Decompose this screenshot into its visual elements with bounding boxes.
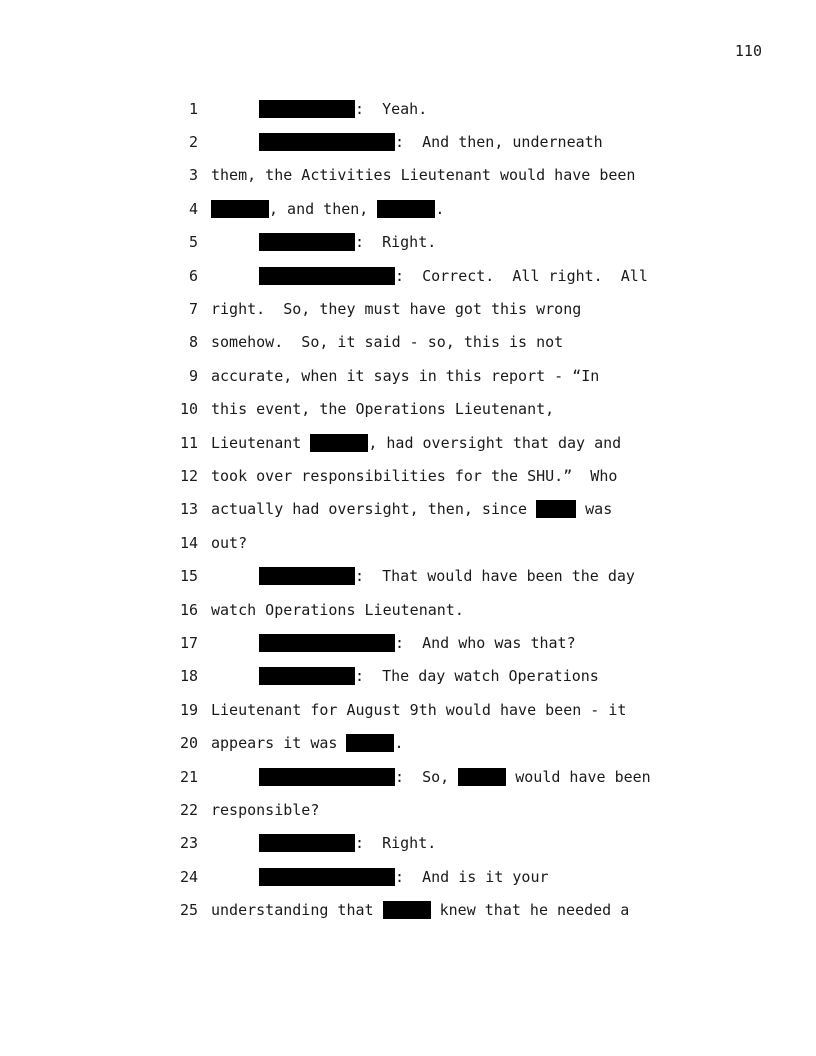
line-text (211, 801, 319, 819)
page-number: 110 (734, 42, 762, 60)
line-segment: : And then, underneath (395, 133, 603, 152)
line-text (211, 734, 404, 752)
line-number: 11 (179, 433, 198, 452)
transcript-line (176, 693, 736, 726)
redaction-block (259, 634, 395, 652)
transcript-line (176, 426, 736, 459)
redaction-block (458, 768, 506, 786)
line-segment: took over responsibilities for the SHU.” Who (211, 466, 618, 485)
transcript-line (176, 159, 736, 192)
line-text (211, 467, 617, 485)
transcript-line (176, 92, 736, 125)
transcript-line (176, 393, 736, 426)
line-text (211, 100, 427, 118)
line-text (211, 534, 247, 552)
transcript-line (176, 226, 736, 259)
line-segment: : That would have been the day (355, 567, 635, 586)
line-number: 3 (188, 166, 198, 185)
line-segment: Lieutenant for August 9th would have been - it (211, 700, 627, 719)
line-number: 25 (179, 901, 198, 920)
line-number: 22 (179, 800, 198, 819)
line-text (211, 701, 626, 719)
line-text (211, 868, 549, 886)
redaction-block (259, 768, 395, 786)
line-text (211, 267, 648, 285)
line-text (211, 768, 651, 786)
transcript-line (176, 125, 736, 158)
redaction-block (259, 100, 355, 118)
line-segment: : The day watch Operations (355, 667, 599, 686)
line-segment: would have been (506, 767, 651, 786)
line-number: 13 (179, 500, 198, 519)
line-number: 9 (188, 366, 198, 385)
line-segment: , had oversight that day and (368, 433, 622, 452)
line-number: 18 (179, 667, 198, 686)
line-number: 6 (188, 266, 198, 285)
line-text (211, 601, 464, 619)
transcript-line (176, 559, 736, 592)
transcript-line (176, 726, 736, 759)
line-text (211, 300, 581, 318)
line-number: 21 (179, 767, 198, 786)
line-segment: watch Operations Lieutenant. (211, 600, 464, 619)
line-text (211, 567, 635, 585)
line-number: 20 (179, 734, 198, 753)
line-number: 5 (188, 233, 198, 252)
line-number: 10 (179, 400, 198, 419)
line-number: 1 (188, 99, 198, 118)
line-text (211, 500, 612, 518)
line-segment: this event, the Operations Lieutenant, (211, 400, 555, 419)
line-number: 15 (179, 567, 198, 586)
redaction-block (536, 500, 576, 518)
line-segment: knew that he needed a (430, 901, 630, 920)
redaction-block (259, 834, 355, 852)
line-number: 24 (179, 867, 198, 886)
transcript-line (176, 292, 736, 325)
line-segment: , and then, (269, 199, 378, 218)
transcript-line (176, 593, 736, 626)
transcript-line (176, 192, 736, 225)
line-text (211, 634, 576, 652)
redaction-block (259, 133, 395, 151)
line-segment: accurate, when it says in this report - “In (211, 366, 600, 385)
line-number: 2 (188, 133, 198, 152)
redaction-block (259, 667, 355, 685)
line-number: 14 (179, 533, 198, 552)
line-segment: : Yeah. (355, 99, 428, 118)
line-number: 23 (179, 834, 198, 853)
line-segment: : And who was that? (395, 633, 576, 652)
line-segment: actually had oversight, then, since (211, 500, 537, 519)
line-segment: was (576, 500, 613, 519)
transcript-line (176, 793, 736, 826)
transcript-body (176, 92, 736, 927)
redaction-block (259, 267, 395, 285)
line-segment: . (435, 199, 445, 218)
line-segment: somehow. So, it said - so, this is not (211, 333, 564, 352)
redaction-block (259, 233, 355, 251)
line-segment: : Right. (355, 834, 437, 853)
line-number: 17 (179, 633, 198, 652)
transcript-line (176, 526, 736, 559)
line-number: 4 (188, 199, 198, 218)
line-segment: right. So, they must have got this wrong (211, 300, 582, 319)
line-number: 16 (179, 600, 198, 619)
line-segment: appears it was (211, 734, 347, 753)
line-text (211, 834, 436, 852)
transcript-line (176, 860, 736, 893)
redaction-block (259, 567, 355, 585)
redaction-block (377, 200, 435, 218)
line-segment: responsible? (211, 800, 320, 819)
transcript-line (176, 493, 736, 526)
line-number: 12 (179, 466, 198, 485)
line-segment: : And is it your (395, 867, 549, 886)
transcript-line (176, 827, 736, 860)
transcript-line (176, 893, 736, 926)
line-segment: : Correct. All right. All (395, 266, 648, 285)
line-segment: them, the Activities Lieutenant would have been (211, 166, 636, 185)
line-text (211, 434, 621, 452)
line-segment: out? (211, 533, 248, 552)
transcript-line (176, 326, 736, 359)
redaction-block (259, 868, 395, 886)
line-text (211, 367, 599, 385)
line-text (211, 667, 599, 685)
line-segment: . (394, 734, 404, 753)
line-number: 19 (179, 700, 198, 719)
line-number: 8 (188, 333, 198, 352)
line-text (211, 901, 629, 919)
redaction-block (346, 734, 394, 752)
redaction-block (310, 434, 368, 452)
transcript-line (176, 760, 736, 793)
transcript-line (176, 359, 736, 392)
line-text (211, 400, 554, 418)
transcript-line (176, 259, 736, 292)
transcript-line (176, 459, 736, 492)
line-text (211, 333, 563, 351)
line-number: 7 (188, 300, 198, 319)
transcript-line (176, 626, 736, 659)
redaction-block (383, 901, 431, 919)
line-text (211, 166, 635, 184)
line-segment: : Right. (355, 233, 437, 252)
line-text (211, 133, 603, 151)
line-text (211, 233, 436, 251)
line-segment: Lieutenant (211, 433, 311, 452)
line-segment: understanding that (211, 901, 383, 920)
transcript-line (176, 660, 736, 693)
line-segment: : So, (395, 767, 459, 786)
line-text (211, 200, 444, 218)
redaction-block (211, 200, 269, 218)
